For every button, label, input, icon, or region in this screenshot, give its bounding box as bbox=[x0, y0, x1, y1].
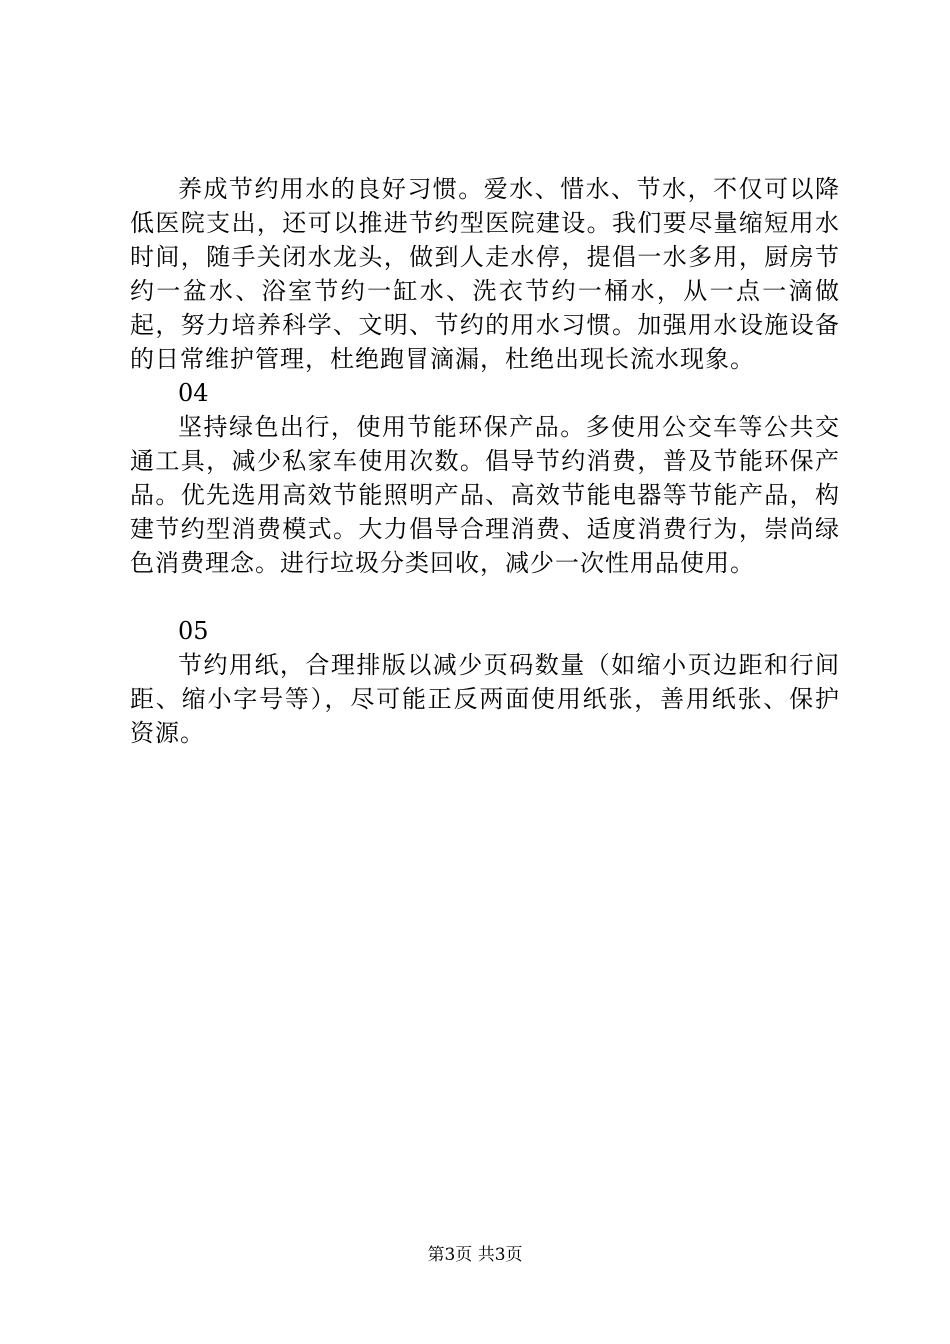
section-number-05: 05 bbox=[178, 617, 209, 645]
page-footer: 第3页 共3页 bbox=[427, 1245, 523, 1265]
document-body bbox=[130, 172, 840, 750]
water-saving-paragraph: 养成节约用水的良好习惯。爱水、惜水、节水，不仅可以降低医院支出，还可以推进节约型医院建设。我们要尽量缩短用水时间，随手关闭水龙头，做到人走水停，提倡一水多用，厨房节约一盆水、浴室节约一缸水、洗衣节约一桶水，从一点一滴做起，努力培养科学、文明、节约的用水习惯。加强用水设施设备的日常维护管理，杜绝跑冒滴漏，杜绝出现长流水现象。 bbox=[130, 175, 840, 373]
paper-saving-paragraph: 节约用纸，合理排版以减少页码数量（如缩小页边距和行间距、缩小字号等），尽可能正反两面使用纸张，善用纸张、保护资源。 bbox=[130, 651, 840, 747]
section-number-04: 04 bbox=[178, 379, 209, 407]
paragraph-spacer bbox=[130, 580, 840, 614]
green-travel-paragraph: 坚持绿色出行，使用节能环保产品。多使用公交车等公共交通工具，减少私家车使用次数。倡导节约消费，普及节能环保产品。优先选用高效节能照明产品、高效节能电器等节能产品，构建节约型消费模式。大力倡导合理消费、适度消费行为，崇尚绿色消费理念。进行垃圾分类回收，减少一次性用品使用。 bbox=[130, 413, 840, 577]
